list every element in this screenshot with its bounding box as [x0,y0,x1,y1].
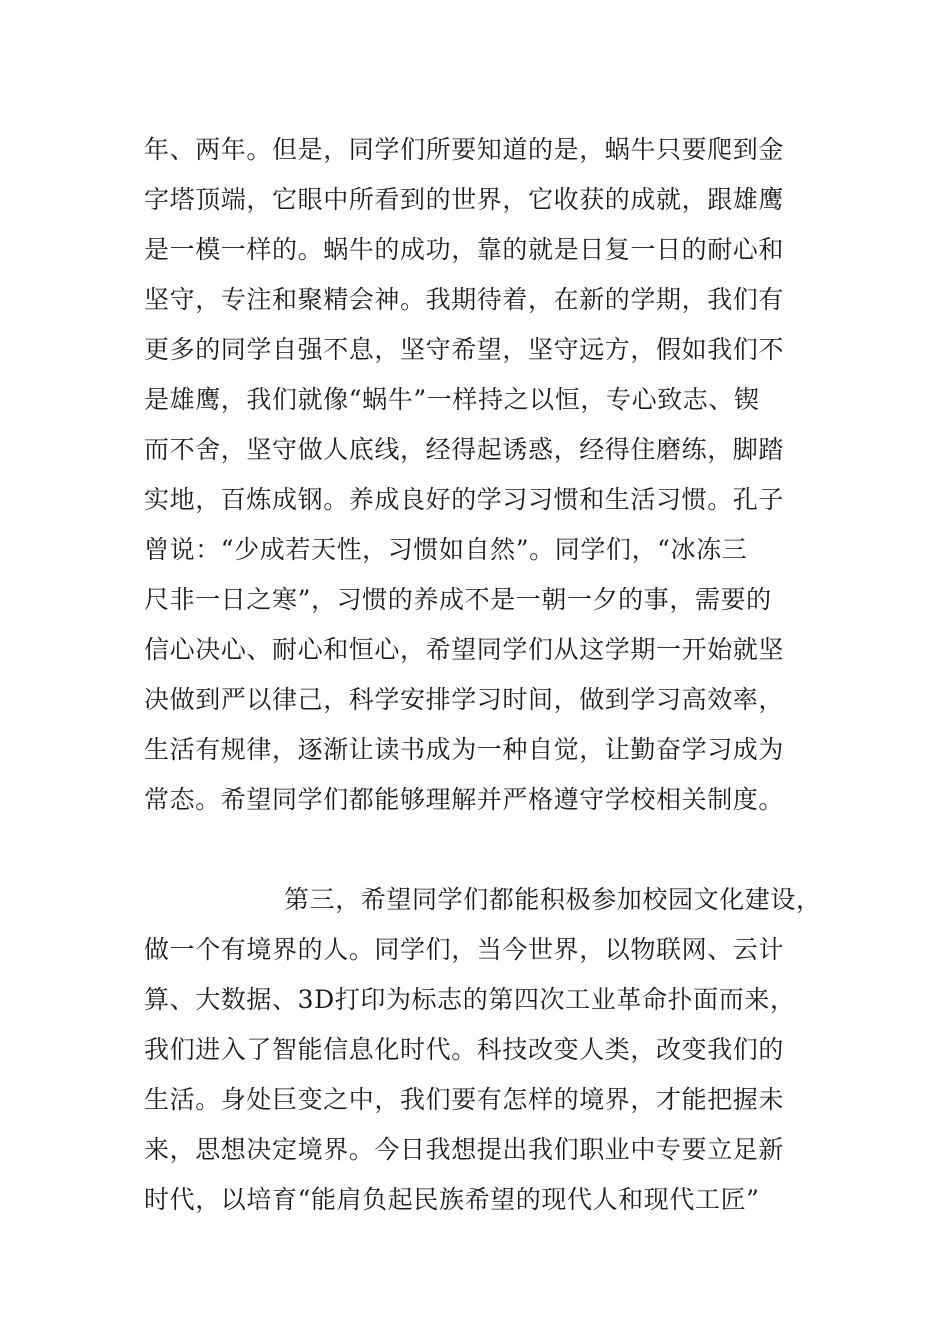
text-line: 尺非一日之寒”，习惯的养成不是一朝一夕的事，需要的 [144,585,772,614]
text-line: 算、大数据、3D打印为标志的第四次工业革命扑面而来， [144,985,796,1014]
text-line: 决做到严以律己，科学安排学习时间，做到学习高效率， [144,685,785,714]
text-line: 而不舍，坚守做人底线，经得起诱惑，经得住磨练，脚踏 [144,435,785,464]
text-line: 坚守，专注和聚精会神。我期待着，在新的学期，我们有 [144,285,785,314]
text-line: 生活有规律，逐渐让读书成为一种自觉，让勤奋学习成为 [144,735,785,764]
text-line: 是一模一样的。蜗牛的成功，靠的就是日复一日的耐心和 [144,235,785,264]
text-line: 字塔顶端，它眼中所看到的世界，它收获的成就，跟雄鹰 [144,185,785,214]
text-line: 是雄鹰，我们就像“蜗牛”一样持之以恒，专心致志、锲 [144,385,760,414]
text-line: 信心决心、耐心和恒心，希望同学们从这学期一开始就坚 [144,635,785,664]
text-line: 做一个有境界的人。同学们，当今世界，以物联网、云计 [144,935,785,964]
text-line: 常态。希望同学们都能够理解并严格遵守学校相关制度。 [144,785,785,814]
text-line: 曾说：“少成若天性，习惯如自然”。同学们，“冰冻三 [144,535,748,564]
text-line: 实地，百炼成钢。养成良好的学习习惯和生活习惯。孔子 [144,485,785,514]
text-line-indented: 第三，希望同学们都能积极参加校园文化建设， [284,885,822,914]
text-line: 我们进入了智能信息化时代。科技改变人类，改变我们的 [144,1035,785,1064]
text-line: 更多的同学自强不息，坚守希望，坚守远方，假如我们不 [144,335,785,364]
text-line: 生活。身处巨变之中，我们要有怎样的境界，才能把握未 [144,1085,785,1114]
text-line: 年、两年。但是，同学们所要知道的是，蜗牛只要爬到金 [144,135,785,164]
text-line: 时代，以培育“能肩负起民族希望的现代人和现代工匠” [144,1185,760,1214]
text-line: 来，思想决定境界。今日我想提出我们职业中专要立足新 [144,1135,785,1164]
